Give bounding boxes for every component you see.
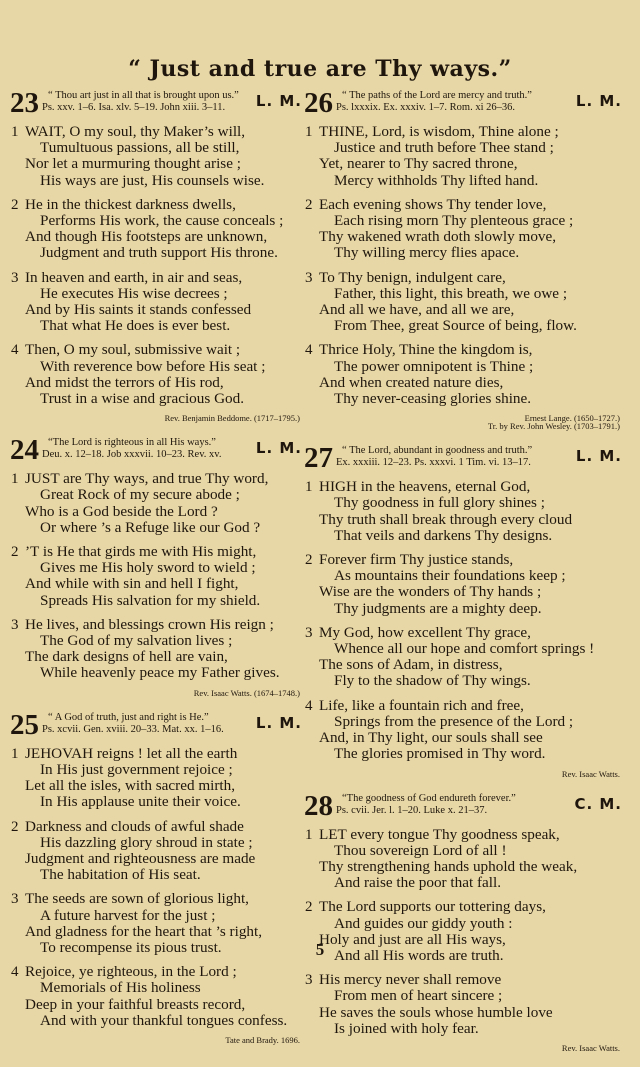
verse-line: JUST are Thy ways, and true Thy word, [25, 470, 269, 488]
verse-number: 1 [305, 826, 313, 843]
verse-line: Father, this light, this breath, we owe ; [334, 284, 568, 302]
hymn-header [304, 442, 626, 479]
verse-number: 3 [305, 972, 313, 989]
verse-line: And midst the terrors of His rod, [25, 373, 224, 391]
page-title: “ Just and true are Thy ways.” [128, 56, 512, 82]
verse [304, 197, 626, 262]
verse-line: Let all the isles, with sacred mirth, [25, 777, 236, 795]
hymn-scripture-refs: Ps. xcvii. Gen. xviii. 20–33. Mat. xx. 1–16. [42, 723, 224, 735]
hymn [304, 789, 626, 1053]
verse [304, 270, 626, 335]
verse-line: And by His saints it stands confessed [25, 301, 252, 319]
verse-line: Tumultuous passions, all be still, [40, 139, 240, 157]
hymn [10, 708, 306, 1045]
hymn-header [304, 87, 626, 124]
verse-line: In heaven and earth, in air and seas, [25, 268, 243, 286]
hymn-header [10, 434, 306, 471]
verse-number: 4 [305, 342, 313, 359]
verse-line: The habitation of His seat. [40, 866, 201, 884]
verse-line: Rejoice, ye righteous, in the Lord ; [25, 963, 237, 981]
verse-line: The power omnipotent is Thine ; [334, 357, 534, 375]
verse-line: And with your thankful tongues confess. [40, 1011, 288, 1029]
verse-line: The sons of Adam, in distress, [319, 656, 503, 674]
verse [10, 124, 306, 189]
verse-number: 4 [11, 342, 19, 359]
hymn-scripture-refs: Ex. xxxiii. 12–23. Ps. xxxvi. 1 Tim. vi. 13–17. [336, 457, 531, 469]
verse-line: Deep in your faithful breasts record, [25, 995, 246, 1013]
verse-number: 1 [11, 124, 19, 140]
verse-line: Whence all our hope and comfort springs ! [334, 640, 595, 658]
hymn-translator: Tr. by Rev. John Wesley. (1703–1791.) [487, 421, 620, 432]
verse-line: Thy goodness in full glory shines ; [334, 494, 545, 512]
verse [304, 124, 626, 189]
verse [10, 544, 306, 609]
hymn-number: 26 [304, 87, 333, 119]
verse-number: 1 [305, 479, 313, 496]
hymn-author: Ernest Lange. (1650–1727.) [524, 413, 620, 424]
verse-line: From men of heart sincere ; [334, 987, 503, 1005]
verse-line: Or where ’s a Refuge like our God ? [40, 518, 261, 536]
verse [10, 270, 306, 335]
hymn-header [10, 708, 306, 746]
verse-line: Thy wakened wrath doth slowly move, [319, 228, 557, 246]
verse-number: 3 [305, 624, 313, 641]
hymn-author: Rev. Isaac Watts. [561, 1042, 620, 1053]
verse-line: The glories promised in Thy word. [334, 745, 546, 763]
verse-line: He lives, and blessings crown His reign ; [25, 615, 274, 633]
verse-line: And gladness for the heart that ’s right, [25, 922, 263, 940]
hymn-scripture-refs: Ps. cvii. Jer. l. 1–20. Luke x. 21–37. [336, 804, 488, 816]
verse-line: And when created nature dies, [319, 373, 504, 391]
verse-line: Performs His work, the cause conceals ; [40, 212, 284, 230]
hymn-epigraph: “The goodness of God endureth forever.” [342, 792, 516, 804]
verse-line: To Thy benign, indulgent care, [319, 268, 506, 286]
hymn-epigraph: “ Thou art just in all that is brought upon us.” [48, 90, 239, 101]
verse-line: The Lord supports our tottering days, [319, 898, 546, 916]
verse-line: He in the thickest darkness dwells, [25, 195, 236, 213]
verse-line: Judgment and righteousness are made [25, 849, 256, 867]
verse-line: Each evening shows Thy tender love, [319, 195, 547, 213]
verse-line: As mountains their foundations keep ; [334, 567, 566, 585]
verse-line: Mercy withholds Thy lifted hand. [334, 171, 539, 189]
verse-line: The seeds are sown of glorious light, [25, 890, 249, 908]
verse [304, 479, 626, 544]
verse-number: 2 [11, 544, 19, 561]
verse-line: Wise are the wonders of Thy hands ; [319, 583, 542, 601]
verse-line: And guides our giddy youth : [334, 914, 513, 932]
hymn-meter: L. M. [575, 447, 622, 466]
hymn [304, 87, 626, 432]
verse-line: That what He does is ever best. [40, 317, 231, 335]
verse [10, 342, 306, 407]
verse-line: Yet, nearer to Thy sacred throne, [319, 155, 518, 173]
verse-line: Thy never-ceasing glories shine. [334, 390, 532, 408]
hymn-meter: L. M. [255, 439, 302, 458]
hymn-epigraph: “ The Lord, abundant in goodness and truth.” [342, 445, 533, 457]
hymn-epigraph: “ The paths of the Lord are mercy and truth.” [342, 90, 532, 101]
hymn-scripture-refs: Ps. xxv. 1–6. Isa. xlv. 5–19. John xiii. 3–11. [42, 102, 226, 113]
verse [304, 698, 626, 763]
verse-number: 2 [11, 818, 19, 835]
verse-number: 1 [11, 471, 19, 488]
hymn-meter: L. M. [575, 92, 622, 110]
verse-line: Great Rock of my secure abode ; [40, 486, 240, 504]
verse-line: And all we have, and all we are, [319, 301, 515, 319]
verse [304, 625, 626, 690]
verse-line: ’T is He that girds me with His might, [25, 543, 257, 561]
verse-line: Gives me His holy sword to wield ; [40, 559, 256, 577]
verse-line: And raise the poor that fall. [334, 874, 502, 892]
verse [304, 972, 626, 1037]
verse-line: Holy and just are all His ways, [319, 930, 506, 948]
verse-number: 3 [11, 269, 19, 286]
verse-line: THINE, Lord, is wisdom, Thine alone ; [319, 123, 559, 140]
verse-line: A future harvest for the just ; [40, 906, 216, 924]
verse-line: His dazzling glory shroud in state ; [40, 833, 253, 851]
hymn [10, 434, 306, 698]
verse-number: 2 [11, 196, 19, 213]
verse-line: Who is a God beside the Lord ? [25, 502, 218, 520]
verse [10, 197, 306, 262]
verse-line: Thou sovereign Lord of all ! [334, 841, 507, 859]
verse-number: 2 [305, 899, 313, 916]
verse-line: While heavenly peace my Father gives. [40, 664, 280, 682]
verse-line: Each rising morn Thy plenteous grace ; [334, 212, 574, 230]
verse-line: Thy truth shall break through every cloud [319, 510, 573, 528]
hymn-header [10, 87, 306, 124]
verse-line: Springs from the presence of the Lord ; [334, 712, 574, 730]
verse-line: Fly to the shadow of Thy wings. [334, 672, 531, 690]
hymn-author: Tate and Brady. 1696. [225, 1034, 300, 1045]
verse-line: Thrice Holy, Thine the kingdom is, [319, 341, 533, 359]
verse [10, 746, 306, 811]
hymn [10, 87, 306, 424]
verse-line: Justice and truth before Thee stand ; [334, 139, 554, 157]
verse-line: That veils and darkens Thy designs. [334, 526, 553, 544]
page-number: 5 [315, 940, 325, 959]
hymn-number: 27 [304, 442, 333, 475]
hymn-meter: L. M. [255, 713, 302, 732]
verse-line: In His applause unite their voice. [40, 793, 241, 811]
hymn-author: Rev. Benjamin Beddome. (1717–1795.) [164, 413, 300, 424]
hymn-header [304, 789, 626, 827]
verse-line: Thy judgments are a mighty deep. [334, 599, 542, 617]
verse-line: With reverence bow before His seat ; [40, 357, 266, 375]
verse [10, 617, 306, 682]
verse-line: Darkness and clouds of awful shade [25, 817, 244, 835]
hymn [304, 442, 626, 779]
verse [10, 964, 306, 1029]
hymn-scripture-refs: Deu. x. 12–18. Job xxxvii. 10–23. Rev. xv. [42, 449, 222, 461]
verse-line: The God of my salvation lives ; [40, 632, 233, 650]
verse-number: 2 [305, 196, 313, 213]
hymn-author: Rev. Isaac Watts. [561, 768, 620, 779]
verse-line: Forever firm Thy justice stands, [319, 551, 514, 569]
verse-line: Then, O my soul, submissive wait ; [25, 341, 241, 359]
verse-line: Memorials of His holiness [40, 979, 201, 997]
verse-line: Judgment and truth support His throne. [40, 244, 278, 262]
hymn-epigraph: “ A God of truth, just and right is He.” [48, 711, 209, 723]
verse [304, 552, 626, 617]
verse-line: He executes His wise decrees ; [40, 284, 228, 302]
hymn-number: 24 [10, 434, 39, 467]
verse [10, 819, 306, 884]
verse-number: 4 [11, 964, 19, 981]
verse-number: 4 [305, 697, 313, 714]
verse-line: JEHOVAH reigns ! let all the earth [25, 744, 238, 762]
verse-line: In His just government rejoice ; [40, 760, 233, 778]
verse-line: Nor let a murmuring thought arise ; [25, 155, 241, 173]
verse-line: Spreads His salvation for my shield. [40, 591, 261, 609]
verse-line: My God, how excellent Thy grace, [319, 623, 531, 641]
verse-line: WAIT, O my soul, thy Maker’s will, [25, 123, 246, 140]
right-column [304, 87, 626, 1067]
hymn-number: 25 [10, 708, 39, 741]
verse-line: And while with sin and hell I fight, [25, 575, 239, 593]
verse-number: 1 [11, 745, 19, 762]
hymn-author: Rev. Isaac Watts. (1674–1748.) [193, 687, 300, 698]
verse-line: His ways are just, His counsels wise. [40, 171, 265, 189]
verse-line: Thy strengthening hands uphold the weak, [319, 857, 578, 875]
verse-line: The dark designs of hell are vain, [25, 648, 228, 666]
verse-line: And, in Thy light, our souls shall see [319, 729, 543, 747]
hymn-number: 28 [304, 789, 333, 822]
verse-number: 3 [11, 616, 19, 633]
verse-line: Thy willing mercy flies apace. [334, 244, 520, 262]
verse-line: His mercy never shall remove [319, 971, 502, 989]
verse-line: And though His footsteps are unknown, [25, 228, 268, 246]
left-column [10, 87, 306, 1059]
verse-number: 3 [11, 891, 19, 908]
verse-number: 2 [305, 552, 313, 569]
verse-line: Trust in a wise and gracious God. [40, 390, 245, 408]
verse-line: He saves the souls whose humble love [319, 1003, 553, 1021]
verse-line: Is joined with holy fear. [334, 1019, 479, 1037]
verse [10, 471, 306, 536]
hymn-scripture-refs: Ps. lxxxix. Ex. xxxiv. 1–7. Rom. xi 26–36. [336, 102, 515, 113]
hymn-epigraph: “The Lord is righteous in all His ways.” [48, 437, 216, 449]
verse [304, 342, 626, 407]
hymn-meter: C. M. [574, 794, 622, 813]
verse-line: And all His words are truth. [334, 946, 504, 964]
hymn-meter: L. M. [255, 92, 302, 110]
verse-line: Life, like a fountain rich and free, [319, 696, 524, 714]
verse-line: LET every tongue Thy goodness speak, [319, 825, 560, 843]
verse-line: From Thee, great Source of being, flow. [334, 317, 577, 335]
verse-number: 1 [305, 124, 313, 140]
verse-number: 3 [305, 269, 313, 286]
verse-line: HIGH in the heavens, eternal God, [319, 478, 531, 496]
verse [304, 827, 626, 892]
verse-line: To recompense its pious trust. [40, 938, 222, 956]
hymn-number: 23 [10, 87, 39, 119]
